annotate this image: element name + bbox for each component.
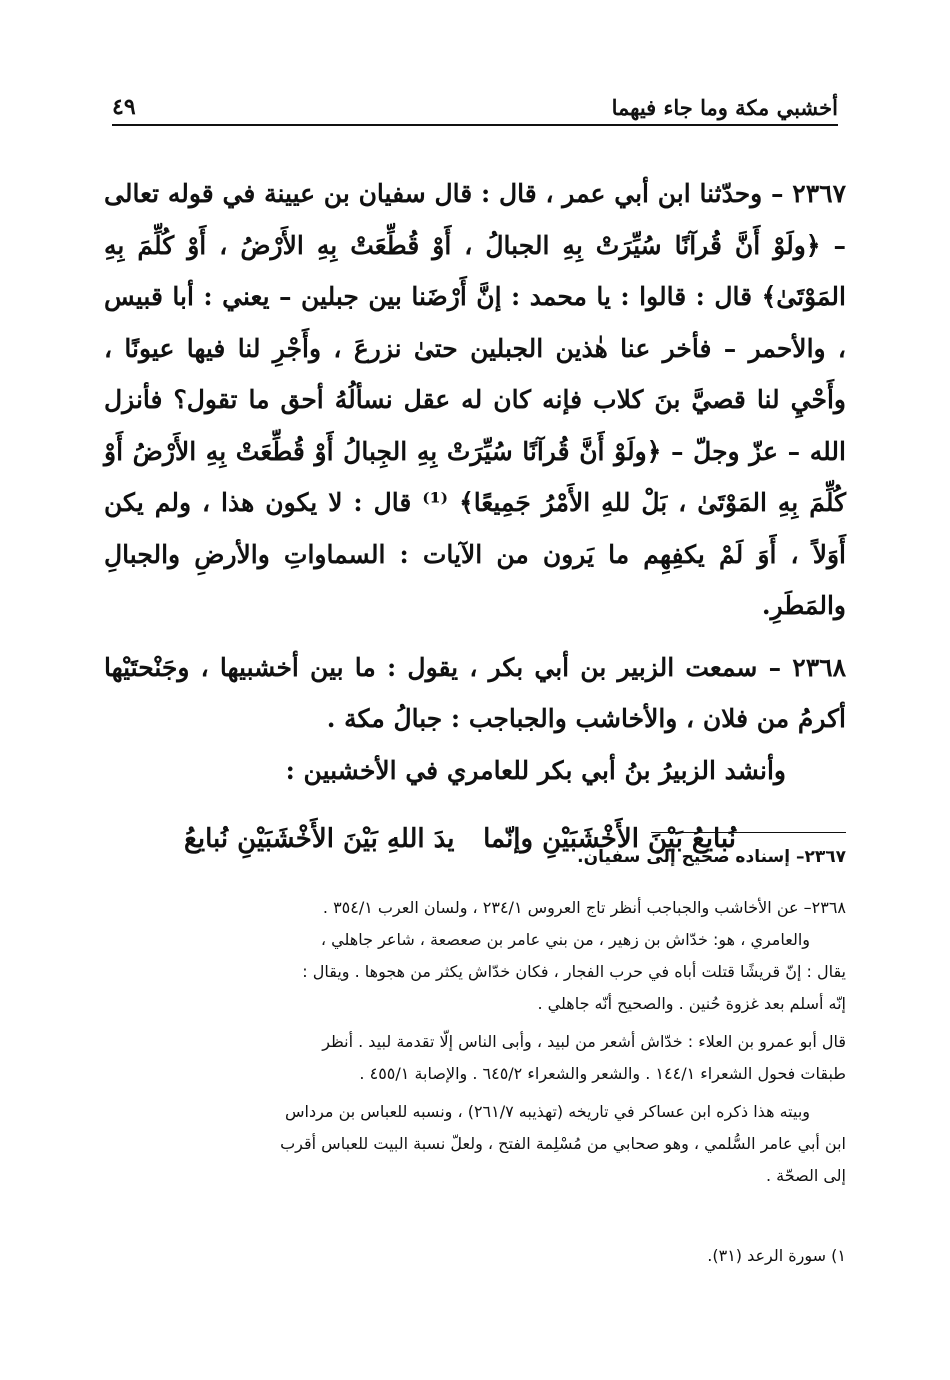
footnote-separator	[651, 832, 846, 833]
running-title: أخشبي مكة وما جاء فيهما	[611, 95, 838, 120]
page-header	[112, 84, 838, 126]
note-2368-line: إنّه أسلم بعد غزوة حُنين . والصحيح أنّه جاهلي .	[537, 994, 846, 1013]
note-2368-line: ابن أبي عامر السُّلمي ، وهو صحابي من مُسْلِمة الفتح ، ولعلّ نسبة البيت للعباس أقرب	[280, 1134, 846, 1153]
note-2368-line: ٢٣٦٨– عن الأخاشب والجباجب أنظر تاج العروس ٢٣٤/١ ، ولسان العرب ٣٥٤/١ .	[322, 898, 846, 917]
main-text	[104, 168, 846, 866]
note-2368-line: يقال : إنّ قريشًا قتلت أباه في حرب الفجار ، فكان خدّاش يكثر من هجوها . ويقال :	[302, 962, 846, 981]
note-2368-line: إلى الصحّة .	[765, 1166, 846, 1185]
note-2368-line: طبقات فحول الشعراء ١٤٤/١ . والشعر والشعراء ٦٤٥/٢ . والإصابة ٤٥٥/١ .	[359, 1064, 846, 1083]
footnotes	[104, 840, 846, 1192]
verse-first-hemistich: نُبايعُ بَيْنَ الأَخْشَبَيْنِ وإنّما	[483, 824, 736, 854]
quran-reference-footnote: ١) سورة الرعد (٣١).	[707, 1246, 846, 1265]
paragraph-2368: ٢٣٦٨ – سمعت الزبير بن أبي بكر ، يقول : ما بين أخشبيها ، وجَنْحتَيْها أكرمُ من فلان ، والأخاشب والجباجب : جبالُ مكة .	[104, 652, 846, 733]
note-2368-line: قال أبو عمرو بن العلاء : خدّاش أشعر من لبيد ، وأبى الناس إلّا تقدمة لبيد . أنظر	[322, 1032, 846, 1051]
note-2368-line: وبيته هذا ذكره ابن عساكر في تاريخه (تهذيبه ٢٦١/٧) ، ونسبه للعباس بن مرداس	[285, 1102, 810, 1121]
verse-second-hemistich: يدَ اللهِ بَيْنَ الأَخْشَبَيْنِ نُبايعُ	[184, 824, 455, 854]
paragraph-2367: ٢٣٦٧ – وحدّثنا ابن أبي عمر ، قال : قال سفيان بن عيينة في قوله تعالى – ﴿ولَوْ أَنَّ قُرآنًا سُيِّرَتْ بِهِ الجبالُ ، أَوْ قُطِّعَتْ بِهِ الأَرْضُ ، أَوْ كُلِّمَ بِهِ المَوْتَىٰ﴾ قال : قالوا : يا محمد : إنَّ أَرْضَنا بين جبلين – يعني : أبا قبيس ، والأحمر – فأخر عنا هٰذين الجبلين حتىٰ نزرعَ ، وأَجْرِ لنا فيها عيونًا ، وأَحْيِ لنا قصيَّ بنَ كلاب فإنه كان له عقل نسألُهُ أحق ما تقول؟ فأنزل الله – عزّ وجلّ – ﴿ولَوْ أَنَّ قُرآنًا سُيِّرَتْ بِهِ الجِبالُ أَوْ قُطِّعَتْ بِهِ الأَرْضُ أَوْ كُلِّمَ بِهِ المَوْتَىٰ ، بَلْ للهِ الأَمْرُ جَمِيعًا﴾ ⁽¹⁾ قال : لا يكون هذا ، ولم يكن أَوَلاً ، أَوَ لَمْ يكفِهِم ما يَرون من الآيات : السماواتِ والأرضِ والجبالِ والمَطَرِ.	[104, 179, 847, 620]
note-2367: ٢٣٦٧– إسناده صحيح إلى سفيان.	[577, 847, 846, 867]
note-2368-line: والعامري ، هو: خدّاش بن زهير ، من بني عامر بن صعصعة ، شاعر جاهلي ،	[320, 930, 810, 949]
page-number: ٤٩	[112, 94, 136, 120]
verse-intro: وأنشد الزبيرُ بنُ أبي بكر للعامري في الأخشبين :	[285, 755, 786, 785]
